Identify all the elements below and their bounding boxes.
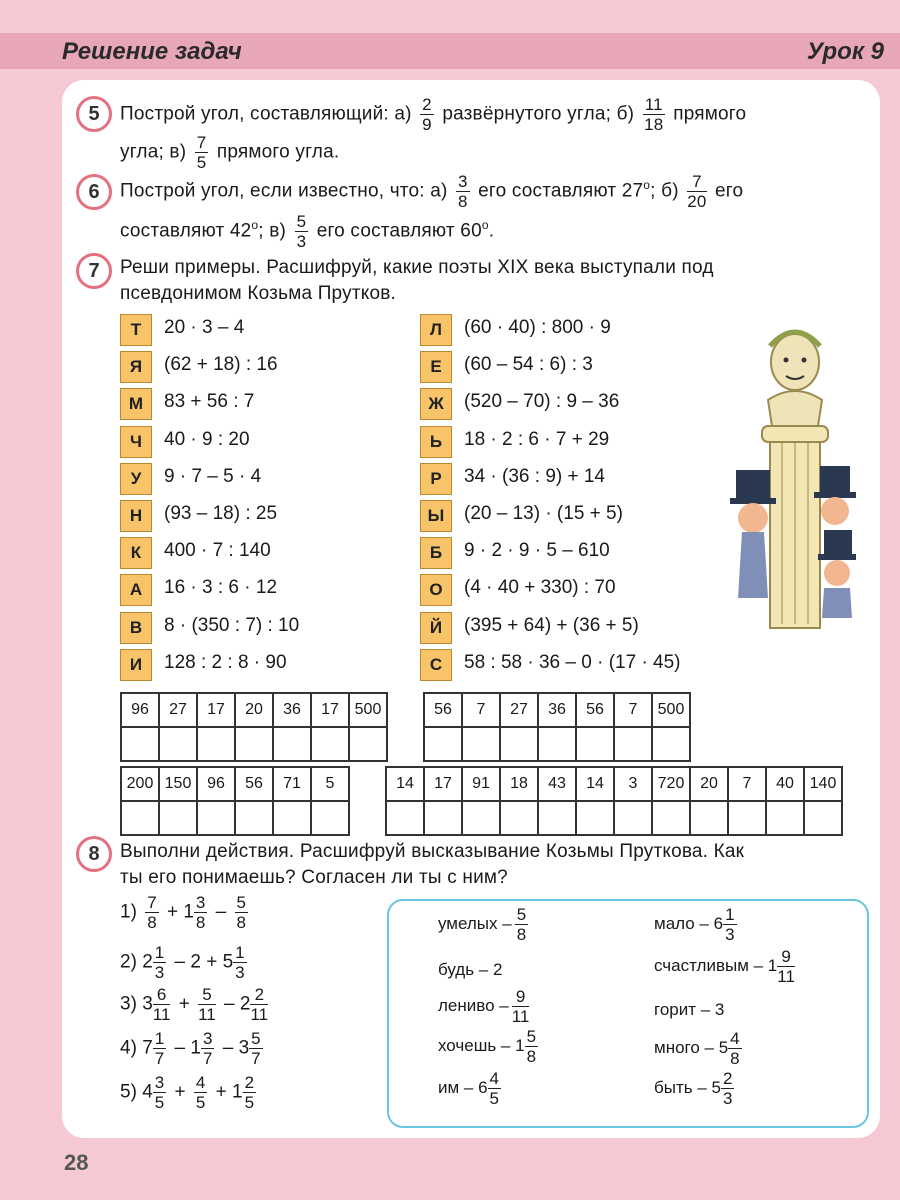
grid-answer-cell[interactable] xyxy=(386,801,424,835)
grid-answer-cell[interactable] xyxy=(273,727,311,761)
answer-grid-2 xyxy=(423,692,691,762)
cipher-expression: (520 – 70) : 9 – 36 xyxy=(464,391,620,412)
cipher-expression: 128 : 2 : 8 · 90 xyxy=(164,652,287,673)
cipher-expression: 18 · 2 : 6 · 7 + 29 xyxy=(464,429,610,450)
cipher-expression: 8 · (350 : 7) : 10 xyxy=(164,615,300,636)
grid-number-cell: 18 xyxy=(500,767,538,801)
grid-number-cell: 500 xyxy=(652,693,690,727)
grid-answer-cell[interactable] xyxy=(690,801,728,835)
word-item: горит – 3 xyxy=(654,1000,725,1019)
task-7-number: 7 xyxy=(76,253,112,289)
cipher-letter: О xyxy=(420,574,452,606)
cipher-expression: (20 – 13) · (15 + 5) xyxy=(464,503,623,524)
grid-answer-cell[interactable] xyxy=(538,727,576,761)
cipher-letter: У xyxy=(120,463,152,495)
fraction: $\frac{3}{8}$ xyxy=(458,172,468,211)
grid-answer-cell[interactable] xyxy=(652,727,690,761)
cipher-letter: Т xyxy=(120,314,152,346)
word-item: мало – 6 $\frac{1}{3}$ xyxy=(654,905,735,944)
task-8-expression-4: 4) 7 $\frac{1}{7}$ – 1 $\frac{3}{7}$ – 3 $\frac{5}{7}$ xyxy=(120,1029,261,1068)
grid-answer-cell[interactable] xyxy=(349,727,387,761)
task-8-expression-5: 5) 4 $\frac{3}{5}$ + $\frac{4}{5}$ + 1 $\frac{2}{5}$ xyxy=(120,1073,255,1112)
grid-number-cell: 56 xyxy=(576,693,614,727)
grid-number-cell: 20 xyxy=(690,767,728,801)
cipher-letter: Б xyxy=(420,537,452,569)
page-number: 28 xyxy=(64,1150,89,1175)
word-item: быть – 5 $\frac{2}{3}$ xyxy=(654,1069,733,1108)
task-8-number: 8 xyxy=(76,836,112,872)
cipher-expression: (60 – 54 : 6) : 3 xyxy=(464,354,593,375)
grid-number-cell: 27 xyxy=(500,693,538,727)
task-8-expression-3: 3) 3 $\frac{6}{11}$ + $\frac{5}{11}$ – 2 $\frac{2}{11}$ xyxy=(120,985,269,1024)
grid-number-cell: 71 xyxy=(273,767,311,801)
cipher-expression: (62 + 18) : 16 xyxy=(164,354,278,375)
word-item: много – 5 $\frac{4}{8}$ xyxy=(654,1029,740,1068)
cipher-expression: 9 · 2 · 9 · 5 – 610 xyxy=(464,540,610,561)
grid-answer-cell[interactable] xyxy=(500,801,538,835)
grid-number-cell: 56 xyxy=(424,693,462,727)
grid-number-cell: 200 xyxy=(121,767,159,801)
grid-answer-cell[interactable] xyxy=(462,727,500,761)
cipher-letter: С xyxy=(420,649,452,681)
cipher-expression: 58 : 58 · 36 – 0 · (17 · 45) xyxy=(464,652,681,673)
cipher-letter: Ж xyxy=(420,388,452,420)
grid-answer-cell[interactable] xyxy=(121,801,159,835)
grid-answer-cell[interactable] xyxy=(121,727,159,761)
grid-answer-cell[interactable] xyxy=(235,801,273,835)
grid-number-cell: 17 xyxy=(197,693,235,727)
cipher-letter: Я xyxy=(120,351,152,383)
grid-number-cell: 7 xyxy=(614,693,652,727)
grid-answer-cell[interactable] xyxy=(159,801,197,835)
grid-answer-cell[interactable] xyxy=(728,801,766,835)
answer-grid-1 xyxy=(120,692,388,762)
grid-answer-cell[interactable] xyxy=(576,801,614,835)
grid-number-cell: 40 xyxy=(766,767,804,801)
grid-number-cell: 36 xyxy=(538,693,576,727)
task-5-number: 5 xyxy=(76,96,112,132)
grid-answer-cell[interactable] xyxy=(500,727,538,761)
cipher-expression: (395 + 64) + (36 + 5) xyxy=(464,615,639,636)
cipher-letter: В xyxy=(120,612,152,644)
grid-number-cell: 150 xyxy=(159,767,197,801)
grid-number-cell: 7 xyxy=(728,767,766,801)
grid-answer-cell[interactable] xyxy=(311,727,349,761)
grid-number-cell: 36 xyxy=(273,693,311,727)
fraction: $\frac{5}{3}$ xyxy=(296,212,307,251)
grid-number-cell: 3 xyxy=(614,767,652,801)
cipher-letter: И xyxy=(120,649,152,681)
grid-answer-cell[interactable] xyxy=(576,727,614,761)
grid-number-cell: 17 xyxy=(424,767,462,801)
grid-answer-cell[interactable] xyxy=(614,801,652,835)
grid-number-cell: 43 xyxy=(538,767,576,801)
cipher-expression: (93 – 18) : 25 xyxy=(164,503,278,524)
fraction: $\frac{7}{5}$ xyxy=(196,133,207,172)
grid-answer-cell[interactable] xyxy=(159,727,197,761)
task-6-line-2: составляют $42^о$; в) $\frac{5}{3}$ его составляют $60^о$. xyxy=(120,212,495,251)
grid-number-cell: 17 xyxy=(311,693,349,727)
cipher-letter: Й xyxy=(420,612,452,644)
task-7-line-2: псевдонимом Козьма Прутков. xyxy=(120,283,396,304)
grid-answer-cell[interactable] xyxy=(197,801,235,835)
grid-number-cell: 56 xyxy=(235,767,273,801)
grid-number-cell: 91 xyxy=(462,767,500,801)
fraction: $\frac{11}{18}$ xyxy=(644,95,664,134)
grid-answer-cell[interactable] xyxy=(804,801,842,835)
task-8-line-2: ты его понимаешь? Согласен ли ты с ним? xyxy=(120,867,508,888)
header-lesson-number: Урок 9 xyxy=(806,38,884,65)
grid-answer-cell[interactable] xyxy=(766,801,804,835)
cipher-letter: Ч xyxy=(120,426,152,458)
bust-on-column-with-top-hat-figures-icon xyxy=(728,318,858,636)
word-item: счастливым – 1 $\frac{9}{11}$ xyxy=(654,947,795,986)
grid-answer-cell[interactable] xyxy=(273,801,311,835)
grid-number-cell: 20 xyxy=(235,693,273,727)
task-8-expression-2: 2) 2 $\frac{1}{3}$ – 2 + 5 $\frac{1}{3}$ xyxy=(120,943,245,982)
task-5-line-2: угла; в) $\frac{7}{5}$ прямого угла. xyxy=(120,133,340,172)
task-8-expression-1: 1) $\frac{7}{8}$ + 1 $\frac{3}{8}$ – $\frac{5}{8}$ xyxy=(120,893,246,932)
cipher-letter: Н xyxy=(120,500,152,532)
word-item: будь – 2 xyxy=(438,960,503,979)
grid-answer-cell[interactable] xyxy=(538,801,576,835)
cipher-expression: 9 · 7 – 5 · 4 xyxy=(164,466,262,487)
grid-answer-cell[interactable] xyxy=(462,801,500,835)
cipher-letter: Ь xyxy=(420,426,452,458)
task-7-line-1: Реши примеры. Расшифруй, какие поэты XIX века выступали под xyxy=(120,257,714,278)
cipher-expression: 40 · 9 : 20 xyxy=(164,429,250,450)
word-item: умелых – $\frac{5}{8}$ xyxy=(438,905,527,944)
task-5-line-1: Построй угол, составляющий: а) $\frac{2}{9}$ развёрнутого угла; б) $\frac{11}{18}$ прямого xyxy=(120,95,747,134)
grid-number-cell: 96 xyxy=(197,767,235,801)
cipher-letter: Е xyxy=(420,351,452,383)
word-item: лениво – $\frac{9}{11}$ xyxy=(438,987,530,1026)
grid-number-cell: 27 xyxy=(159,693,197,727)
task-6-number: 6 xyxy=(76,174,112,210)
grid-number-cell: 14 xyxy=(386,767,424,801)
cipher-expression: 83 + 56 : 7 xyxy=(164,391,255,412)
grid-number-cell: 96 xyxy=(121,693,159,727)
cipher-expression: 20 · 3 – 4 xyxy=(164,317,245,338)
cipher-expression: (4 · 40 + 330) : 70 xyxy=(464,577,616,598)
grid-answer-cell[interactable] xyxy=(424,727,462,761)
task-6-line-1: Построй угол, если известно, что: а) $\frac{3}{8}$ его составляют $27^о$; б) $\frac{7}{20}$ его xyxy=(120,172,744,211)
task-8-line-1: Выполни действия. Расшифруй высказывание Козьмы Пруткова. Как xyxy=(120,841,745,862)
cipher-expression: 34 · (36 : 9) + 14 xyxy=(464,466,605,487)
grid-answer-cell[interactable] xyxy=(424,801,462,835)
grid-answer-cell[interactable] xyxy=(614,727,652,761)
grid-number-cell: 5 xyxy=(311,767,349,801)
answer-grid-4 xyxy=(385,766,843,836)
grid-answer-cell[interactable] xyxy=(197,727,235,761)
answer-grid-3 xyxy=(120,766,350,836)
grid-number-cell: 720 xyxy=(652,767,690,801)
cipher-letter: Л xyxy=(420,314,452,346)
grid-number-cell: 140 xyxy=(804,767,842,801)
word-item: хочешь – 1 $\frac{5}{8}$ xyxy=(438,1027,537,1066)
cipher-letter: М xyxy=(120,388,152,420)
fraction: $\frac{2}{9}$ xyxy=(422,95,432,134)
grid-number-cell: 500 xyxy=(349,693,387,727)
word-item: им – 6 $\frac{4}{5}$ xyxy=(438,1069,500,1108)
grid-answer-cell[interactable] xyxy=(652,801,690,835)
grid-answer-cell[interactable] xyxy=(311,801,349,835)
grid-number-cell: 7 xyxy=(462,693,500,727)
cipher-letter: А xyxy=(120,574,152,606)
cipher-letter: Р xyxy=(420,463,452,495)
cipher-letter: К xyxy=(120,537,152,569)
fraction: $\frac{7}{20}$ xyxy=(687,172,707,211)
cipher-expression: (60 · 40) : 800 · 9 xyxy=(464,317,611,338)
cipher-expression: 16 · 3 : 6 · 12 xyxy=(164,577,278,598)
cipher-letter: Ы xyxy=(420,500,452,532)
header-section-title: Решение задач xyxy=(62,38,242,65)
cipher-expression: 400 · 7 : 140 xyxy=(164,540,271,561)
grid-number-cell: 14 xyxy=(576,767,614,801)
grid-answer-cell[interactable] xyxy=(235,727,273,761)
